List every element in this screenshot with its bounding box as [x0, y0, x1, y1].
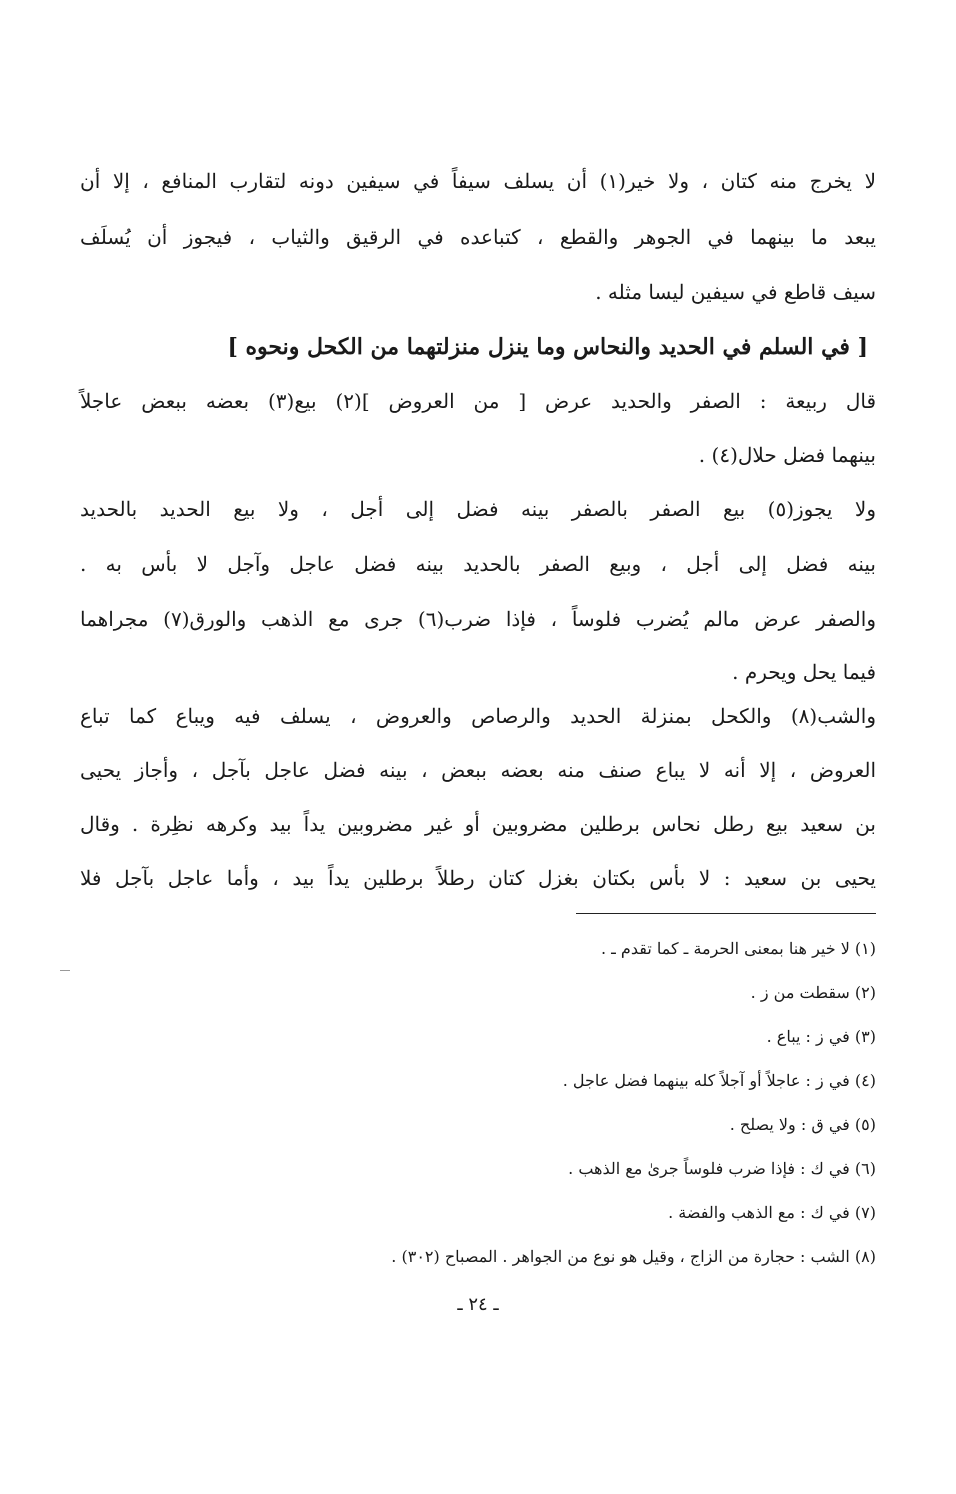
- paragraph-3-line-2: بينه فضل إلى أجل ، وبيع الصفر بالحديد بينه فضل عاجل وآجل لا بأس به .: [80, 552, 876, 576]
- paragraph-3-line-1: ولا يجوز(٥) بيع الصفر بالصفر بينه فضل إلى أجل ، ولا بيع الحديد بالحديد: [80, 497, 876, 521]
- page-number: ـ ٢٤ ـ: [457, 1294, 499, 1315]
- footnote-separator: [576, 913, 876, 914]
- footnote-2: (٢) سقطت من ز .: [750, 983, 876, 1002]
- paragraph-4-line-4: يحيى بن سعيد : لا بأس بكتان بغزل كتان رطلاً برطلين يداً بيد ، وأما عاجل بآجل فلا: [80, 866, 876, 890]
- body-line-1: لا يخرج منه كتان ، ولا خير(١) أن يسلف سيفاً في سيفين دونه لتقارب المنافع ، إلا أن: [80, 169, 876, 193]
- footnote-3: (٣) في ز : يباع .: [766, 1027, 876, 1046]
- footnote-7: (٧) في ك : مع الذهب والفضة .: [668, 1203, 876, 1222]
- body-line-3: سيف قاطع في سيفين ليسا مثله .: [595, 280, 876, 304]
- footnote-1: (١) لا خير هنا بمعنى الحرمة ـ كما تقدم ـ .: [600, 939, 876, 958]
- footnote-4: (٤) في ز : عاجلاً أو آجلاً كله بينهما فضل عاجل .: [562, 1071, 876, 1090]
- footnote-8: (٨) الشب : حجارة من الزاج ، وقيل هو نوع من الجواهر . المصباح (٣٠٢) .: [391, 1247, 876, 1266]
- paragraph-2-line-1: قال ربيعة : الصفر والحديد عرض [ من العروض ](٢) بيع(٣) بعضه ببعض عاجلاً: [80, 389, 876, 413]
- section-heading: [ في السلم في الحديد والنحاس وما ينزل منزلتهما من الكحل ونحوه ]: [227, 334, 868, 360]
- footnote-5: (٥) في ق : ولا يصلح .: [729, 1115, 876, 1134]
- paragraph-4-line-1: والشب(٨) والكحل بمنزلة الحديد والرصاص والعروض ، يسلف فيه ويباع كما تباع: [80, 704, 876, 728]
- paragraph-4-line-3: بن سعيد بيع رطل نحاس برطلين مضروبين أو غير مضروبين يداً بيد وكرهه نظِرة . وقال: [80, 812, 877, 836]
- paragraph-3-line-4: فيما يحل ويحرم .: [732, 660, 876, 684]
- margin-mark: [60, 970, 70, 971]
- body-line-2: يبعد ما بينهما في الجوهر والقطع ، كتباعده في الرقيق والثياب ، فيجوز أن يُسلَف: [80, 225, 876, 249]
- paragraph-3-line-3: والصفر عرض مالم يُضرب فلوساً ، فإذا ضرب(٦) جرى مع الذهب والورق(٧) مجراهما: [80, 607, 876, 631]
- footnote-6: (٦) في ك : فإذا ضرب فلوساً جرىٰ مع الذهب .: [568, 1159, 876, 1178]
- paragraph-4-line-2: العروض ، إلا أنه لا يباع صنف منه بعضه ببعض ، بينه فضل عاجل بآجل ، وأجاز يحيى: [80, 758, 876, 782]
- paragraph-2-line-2: بينهما فضل حلال(٤) .: [698, 443, 876, 467]
